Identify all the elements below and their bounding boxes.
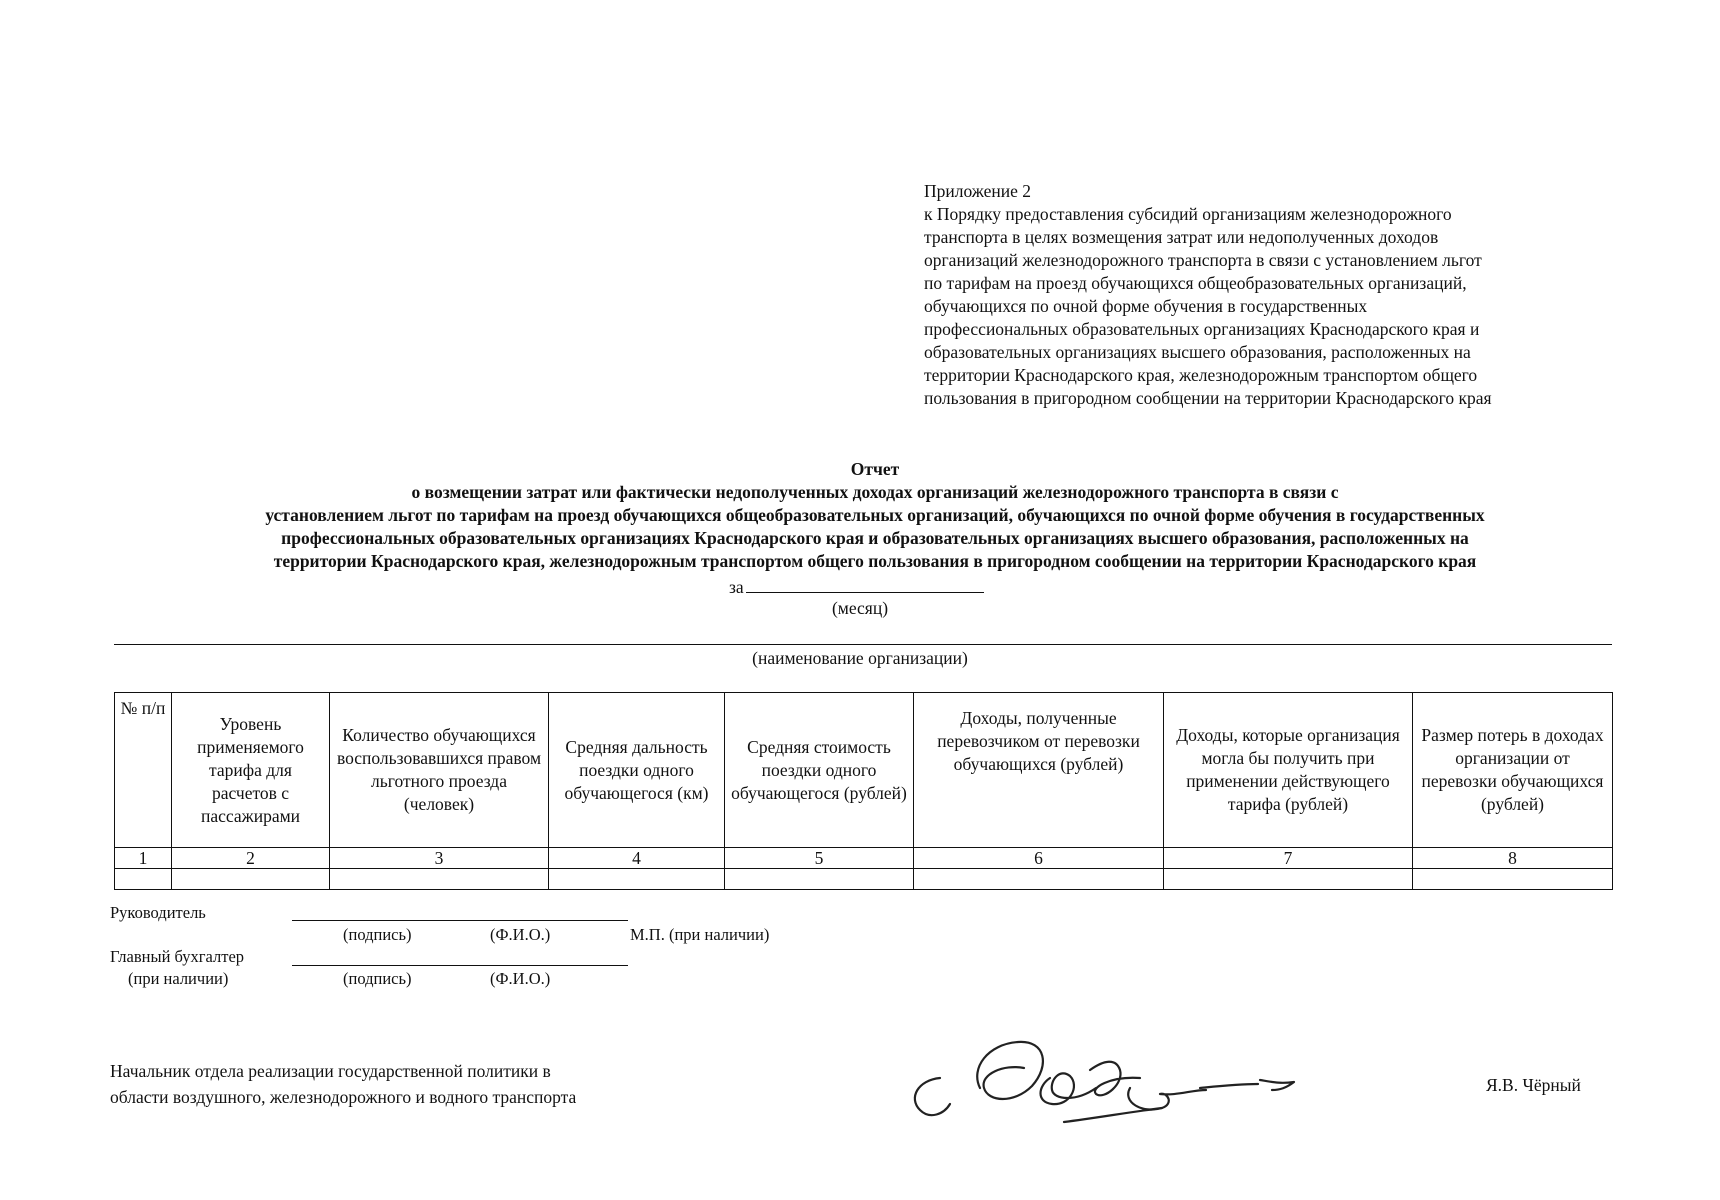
table-header-row [115, 693, 1613, 848]
report-title: Отчет [850, 459, 900, 479]
official-position-line: Начальник отдела реализации государственной политики в [110, 1061, 551, 1081]
table-cell[interactable] [725, 869, 914, 890]
table-cell[interactable] [1413, 869, 1613, 890]
name-caption: (Ф.И.О.) [490, 925, 551, 944]
column-header: Размер потерь в доходах организации от перевозки обучающихся (рублей) [1413, 693, 1613, 848]
column-header: Средняя стоимость поездки одного обучающегося (рублей) [725, 693, 914, 848]
column-header: № п/п [115, 693, 172, 848]
period-row [729, 576, 984, 598]
name-caption: (Ф.И.О.) [490, 969, 551, 988]
month-caption: (месяц) [831, 598, 889, 618]
official-name: Я.В. Чёрный [1486, 1075, 1581, 1095]
appendix-line: организаций железнодорожного транспорта в связи с установлением льгот [924, 250, 1482, 270]
head-label: Руководитель [110, 903, 206, 922]
organization-name-field[interactable] [114, 644, 1612, 645]
appendix-line: пользования в пригородном сообщении на территории Краснодарского края [924, 388, 1492, 408]
table-cell[interactable] [914, 869, 1164, 890]
column-number-row [115, 848, 1613, 869]
period-prefix: за [729, 577, 744, 597]
official-position [110, 1058, 576, 1110]
column-number: 2 [172, 848, 330, 869]
report-subtitle-line: о возмещении затрат или фактически недополученных доходах организаций железнодорожного транспорта в связи с [411, 482, 1339, 502]
column-number: 1 [115, 848, 172, 869]
organization-caption: (наименование организации) [752, 648, 968, 668]
column-number: 8 [1413, 848, 1613, 869]
head-signature-line[interactable] [292, 920, 628, 921]
table-cell[interactable] [172, 869, 330, 890]
handwritten-signature [900, 1030, 1360, 1130]
official-position-line: области воздушного, железнодорожного и водного транспорта [110, 1087, 577, 1107]
table-cell[interactable] [115, 869, 172, 890]
appendix-line: Приложение 2 [924, 181, 1032, 201]
appendix-line: к Порядку предоставления субсидий организациям железнодорожного [924, 204, 1452, 224]
table-cell[interactable] [330, 869, 549, 890]
table-cell[interactable] [549, 869, 725, 890]
report-subtitle-line: установлением льгот по тарифам на проезд обучающихся общеобразовательных организаций, обучающихся по очной форме обучения в государственных [265, 505, 1485, 525]
accountant-label: Главный бухгалтер [110, 947, 245, 966]
report-subtitle-line: профессиональных образовательных организациях Краснодарского края и образовательных организациях высшего образования, расположенных на [281, 528, 1469, 548]
column-header: Средняя дальность поездки одного обучающегося (км) [549, 693, 725, 848]
stamp-caption: М.П. (при наличии) [630, 925, 770, 944]
column-header: Доходы, полученные перевозчиком от перевозки обучающихся (рублей) [914, 693, 1164, 848]
column-number: 6 [914, 848, 1164, 869]
column-number: 3 [330, 848, 549, 869]
report-heading [0, 458, 1720, 573]
appendix-line: по тарифам на проезд обучающихся общеобразовательных организаций, [924, 273, 1467, 293]
report-table [114, 692, 1613, 890]
period-blank-field[interactable] [746, 576, 984, 593]
column-number: 5 [725, 848, 914, 869]
report-subtitle-line: территории Краснодарского края, железнодорожным транспортом общего пользования в пригородном сообщении на территории Краснодарского края [273, 551, 1477, 571]
table-row [115, 869, 1613, 890]
column-header: Доходы, которые организация могла бы получить при применении действующего тарифа (рублей) [1164, 693, 1413, 848]
appendix-line: обучающихся по очной форме обучения в государственных [924, 296, 1368, 316]
column-header: Уровень применяемого тарифа для расчетов с пассажирами [172, 693, 330, 848]
column-number: 7 [1164, 848, 1413, 869]
signature-caption: (подпись) [343, 969, 412, 988]
appendix-line: транспорта в целях возмещения затрат или недополученных доходов [924, 227, 1439, 247]
accountant-signature-line[interactable] [292, 965, 628, 966]
appendix-block [924, 180, 1624, 410]
signature-caption: (подпись) [343, 925, 412, 944]
appendix-line: профессиональных образовательных организациях Краснодарского края и [924, 319, 1480, 339]
appendix-line: территории Краснодарского края, железнодорожным транспортом общего [924, 365, 1478, 385]
appendix-line: образовательных организациях высшего образования, расположенных на [924, 342, 1471, 362]
column-number: 4 [549, 848, 725, 869]
table-cell[interactable] [1164, 869, 1413, 890]
column-header: Количество обучающихся воспользовавшихся правом льготного проезда (человек) [330, 693, 549, 848]
accountant-note: (при наличии) [128, 969, 229, 988]
